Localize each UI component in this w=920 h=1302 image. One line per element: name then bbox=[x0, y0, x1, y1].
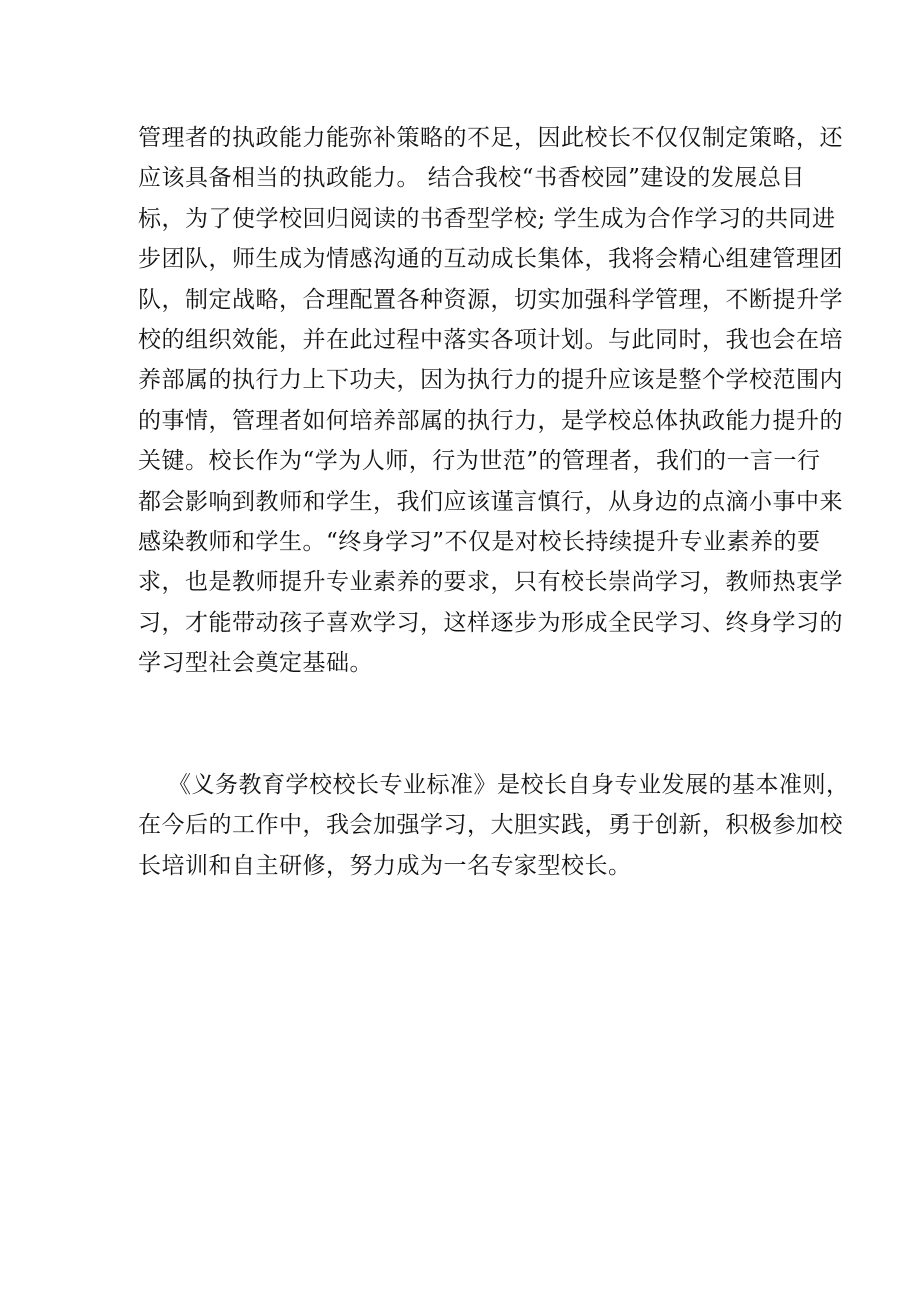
text-line: 的事情，管理者如何培养部属的执行力，是学校总体执政能力提升的 bbox=[138, 407, 843, 434]
paragraph-1 bbox=[138, 118, 843, 683]
text-line: 校的组织效能，并在此过程中落实各项计划。与此同时，我也会在培 bbox=[138, 326, 843, 353]
text-line: 在今后的工作中，我会加强学习，大胆实践，勇于创新，积极参加校 bbox=[138, 812, 843, 839]
text-line: 求，也是教师提升专业素养的要求，只有校长崇尚学习，教师热衷学 bbox=[138, 569, 843, 596]
paragraph-2 bbox=[138, 765, 850, 886]
text-line: 标，为了使学校回归阅读的书香型学校; 学生成为合作学习的共同进 bbox=[138, 205, 836, 232]
text-line: 感染教师和学生。“终身学习”不仅是对校长持续提升专业素养的要 bbox=[138, 528, 821, 555]
text-line: 《义务教育学校校长专业标准》是校长自身专业发展的基本准则， bbox=[168, 772, 850, 798]
text-line: 习，才能带动孩子喜欢学习，这样逐步为形成全民学习、终身学习的 bbox=[138, 609, 843, 636]
text-line: 都会影响到教师和学生，我们应该谨言慎行，从身边的点滴小事中来 bbox=[138, 488, 843, 515]
text-line: 学习型社会奠定基础。 bbox=[138, 650, 373, 677]
text-line: 养部属的执行力上下功夫，因为执行力的提升应该是整个学校范围内 bbox=[138, 367, 843, 394]
text-line: 管理者的执政能力能弥补策略的不足，因此校长不仅仅制定策略，还 bbox=[138, 125, 843, 151]
text-line: 步团队，师生成为情感沟通的互动成长集体，我将会精心组建管理团 bbox=[138, 246, 843, 273]
text-line: 队，制定战略，合理配置各种资源，切实加强科学管理，不断提升学 bbox=[138, 286, 843, 313]
text-line: 长培训和自主研修，努力成为一名专家型校长。 bbox=[138, 852, 632, 879]
text-line: 应该具备相当的执政能力。 结合我校“书香校园”建设的发展总目 bbox=[138, 165, 805, 192]
text-line: 关键。校长作为“学为人师，行为世范”的管理者，我们的一言一行 bbox=[138, 448, 821, 475]
